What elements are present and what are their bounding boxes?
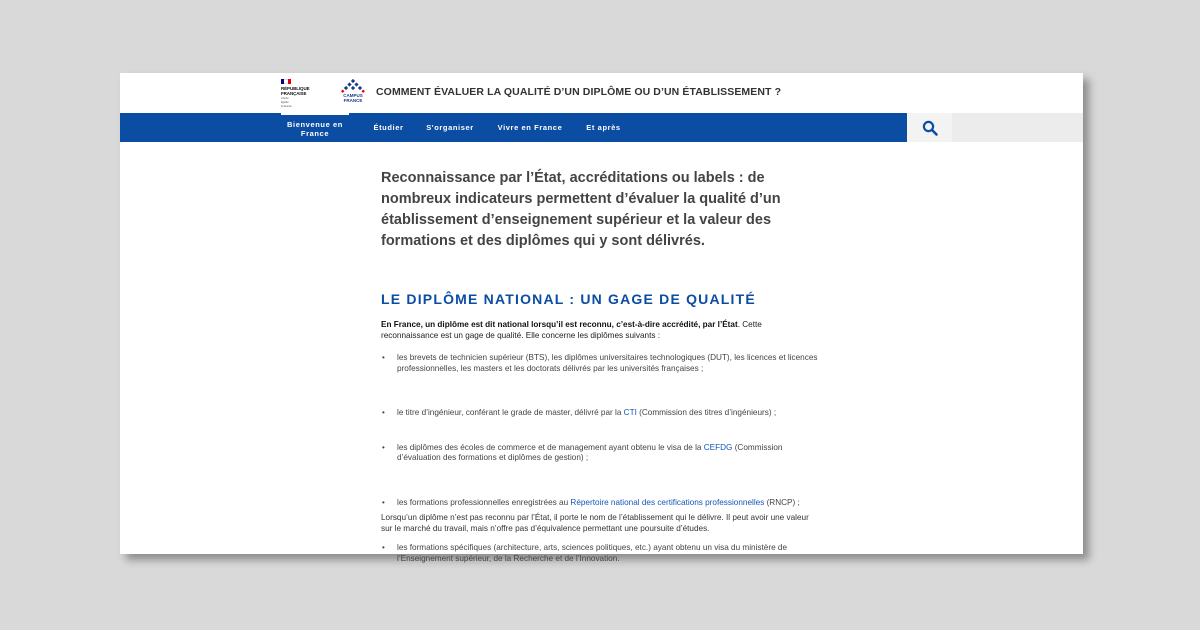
section-title: LE DIPLÔME NATIONAL : UN GAGE DE QUALITÉ [381,291,756,307]
cti-link[interactable]: CTI [623,408,637,417]
rncp-link[interactable]: Répertoire national des certifications professionnelles [570,497,765,507]
intro-bold-text: En France, un diplôme est dit national lorsqu’il est reconnu, c’est-à-dire accrédité, par l’État [381,320,738,329]
list-item-text: les formations spécifiques (architecture, arts, sciences politiques, etc.) ayant obtenu un visa du ministère de l’Enseignement supérieur, de la Recherche et de l’Innovation. [397,543,788,563]
list-item-text: le titre d’ingénieur, conférant le grade de master, délivré par la [397,408,624,417]
rf-motto-1: Liberté [281,97,289,100]
list-item-text: les formations professionnelles enregistrées au [397,497,571,507]
list-item [381,498,826,509]
article-lead: Reconnaissance par l’État, accréditations ou labels : de nombreux indicateurs permettent d’évaluer la qualité d’un établissement d’enseignement supérieur et la valeur des formations et des diplômes qui y sont délivrés. [381,170,781,249]
rf-motto-3: Fraternité [281,105,292,108]
campus-france-logo[interactable] [341,79,365,105]
page-title: COMMENT ÉVALUER LA QUALITÉ D’UN DIPLÔME OU D’UN ÉTABLISSEMENT ? [376,86,782,98]
nav-item-sorganiser[interactable]: S'organiser [426,123,474,132]
search-icon [922,120,938,136]
nav-item-etudier[interactable]: Étudier [373,123,404,132]
list-item-text: les brevets de technicien supérieur (BTS), les diplômes universitaires technologiques (DUT), les licences et licences professionnelles, les masters et les doctorats délivrés par les universités françaises ; [397,353,818,373]
site-header [120,73,1083,113]
rf-logo-line2: FRANÇAISE [281,91,307,96]
rf-motto-2: Égalité [281,101,289,104]
outro-paragraph: Lorsqu’un diplôme n’est pas reconnu par l’État, il porte le nom de l’établissement qui le délivre. Il peut avoir une valeur sur le marché du travail, mais n’offre pas d’équivalence permettant une poursuite d’études. [381,513,809,533]
list-item-text: (RNCP) ; [764,497,800,507]
search-bar[interactable] [907,113,1083,142]
list-item [381,408,826,419]
intro-paragraph [381,320,821,341]
list-item-text: (Commission d’évaluation des formations et diplômes de gestion) ; [397,442,783,462]
campus-france-diamonds-icon [341,79,365,93]
list-item-text: les diplômes des écoles de commerce et de management ayant obtenu le visa de la [397,442,704,452]
nav-item-et-apres[interactable]: Et après [586,123,621,132]
list-item-text: (Commission des titres d’ingénieurs) ; [636,408,777,417]
intro-rest-text: . Cette reconnaissance est un gage de qualité. Elle concerne les diplômes suivants : [381,320,762,340]
republique-francaise-logo[interactable] [281,79,311,107]
cefdg-link[interactable]: CEFDG [703,442,733,452]
rf-logo-line1: RÉPUBLIQUE [281,86,310,91]
list-item [381,443,826,464]
search-button[interactable] [907,113,952,142]
campus-logo-line2: FRANCE [343,97,363,103]
list-item [381,353,826,374]
list-item [381,543,826,564]
nav-item-vivre-en-france[interactable]: Vivre en France [497,123,563,132]
browser-page [120,73,1083,563]
french-flag-icon [281,79,291,84]
nav-item-bienvenue[interactable]: Bienvenue en France [281,113,349,142]
campus-logo-line1: CAMPUS [343,93,363,98]
